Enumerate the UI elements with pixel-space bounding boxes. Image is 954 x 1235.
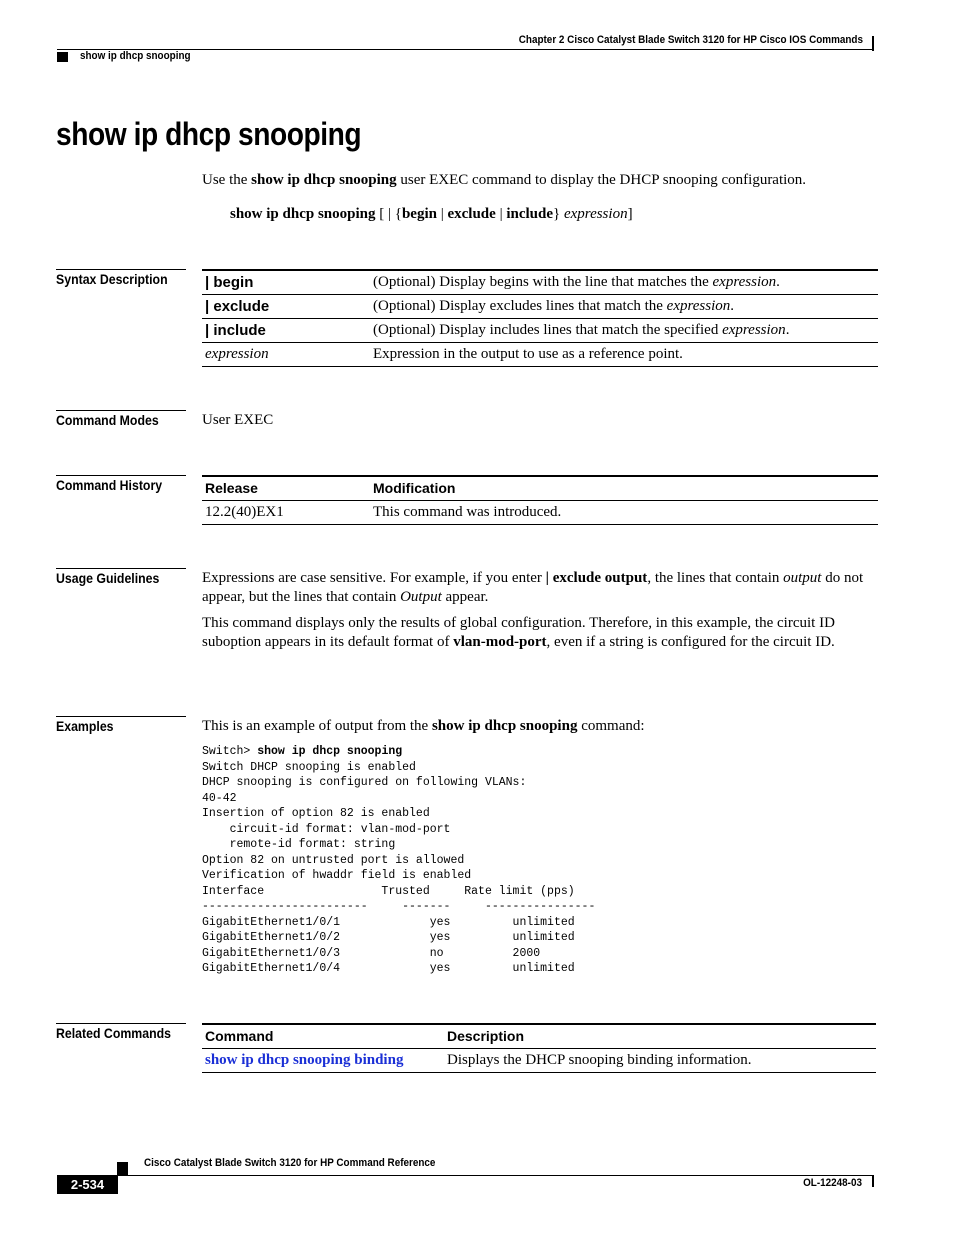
footer-title: Cisco Catalyst Blade Switch 3120 for HP Command Reference bbox=[144, 1157, 436, 1169]
table-row bbox=[202, 1049, 876, 1073]
footer-marker bbox=[117, 1162, 128, 1176]
header-marker bbox=[57, 52, 68, 62]
table-header-row bbox=[202, 1024, 876, 1049]
syntax-key: | exclude bbox=[205, 298, 270, 315]
section-usage-guidelines: Usage Guidelines bbox=[56, 568, 186, 586]
table-cell: This command was introduced. bbox=[370, 501, 878, 525]
examples-intro: This is an example of output from the show ip dhcp snooping command: bbox=[202, 718, 645, 734]
footer-bar bbox=[872, 1175, 874, 1187]
section-examples: Examples bbox=[56, 716, 186, 734]
example-code-block bbox=[202, 744, 595, 977]
column-header: Description bbox=[444, 1024, 876, 1049]
table-header-row bbox=[202, 476, 878, 501]
syntax-line: show ip dhcp snooping [ | {begin | exclude | include} expression] bbox=[230, 206, 633, 222]
related-table bbox=[202, 1023, 876, 1073]
section-related-commands: Related Commands bbox=[56, 1023, 186, 1041]
document-id: OL-12248-03 bbox=[803, 1177, 862, 1189]
column-header: Release bbox=[202, 476, 370, 501]
column-header: Command bbox=[202, 1024, 444, 1049]
syntax-key: | include bbox=[205, 322, 266, 339]
section-syntax-description: Syntax Description bbox=[56, 269, 186, 287]
section-command-history: Command History bbox=[56, 475, 186, 493]
footer-rule bbox=[57, 1175, 874, 1176]
table-row: | exclude (Optional) Display excludes lines that match the expression. bbox=[202, 295, 878, 319]
usage-paragraph-1: Expressions are case sensitive. For example, if you enter | exclude output, the lines that contain output do not appear, but the lines that contain Output appear. bbox=[202, 570, 864, 605]
syntax-table bbox=[202, 269, 878, 367]
column-header: Modification bbox=[370, 476, 878, 501]
section-command-modes: Command Modes bbox=[56, 410, 186, 428]
table-row: expression Expression in the output to use as a reference point. bbox=[202, 343, 878, 367]
header-command: show ip dhcp snooping bbox=[80, 50, 191, 62]
usage-paragraph-2: This command displays only the results of global configuration. Therefore, in this example, the circuit ID suboption appears in its default format of vlan-mod-port, even if a string is configured for the circuit ID. bbox=[202, 615, 835, 650]
page-title: show ip dhcp snooping bbox=[56, 116, 362, 152]
table-cell: 12.2(40)EX1 bbox=[202, 501, 370, 525]
table-row bbox=[202, 501, 878, 525]
syntax-key: expression bbox=[205, 346, 269, 362]
history-table bbox=[202, 475, 878, 525]
table-cell: Displays the DHCP snooping binding information. bbox=[444, 1049, 876, 1073]
syntax-key: | begin bbox=[205, 274, 254, 291]
command-modes-value: User EXEC bbox=[202, 412, 274, 428]
table-row: | include (Optional) Display includes lines that match the specified expression. bbox=[202, 319, 878, 343]
page-number: 2-534 bbox=[57, 1176, 118, 1194]
related-command-link[interactable]: show ip dhcp snooping binding bbox=[205, 1052, 404, 1068]
chapter-header: Chapter 2 Cisco Catalyst Blade Switch 3120 for HP Cisco IOS Commands bbox=[518, 34, 863, 46]
example-command-line: Switch> show ip dhcp snooping bbox=[202, 745, 403, 758]
intro-paragraph: Use the show ip dhcp snooping user EXEC command to display the DHCP snooping configuration. bbox=[202, 172, 807, 188]
table-row: | begin (Optional) Display begins with the line that matches the expression. bbox=[202, 270, 878, 295]
example-output: Switch DHCP snooping is enabled DHCP snooping is configured on following VLANs: 40-42 Insertion of option 82 is enabled circuit-id format: vlan-mod-port remote-id format: string Option 82 on untrusted port is allowed Verification of hwaddr field is enabled Interface Trusted Rate limit (pps) ------------------------ ------- ---------------- GigabitEthernet1/0/1 yes unlimited GigabitEthernet1/0/2 yes unlimited GigabitEthernet1/0/3 no 2000 GigabitEthernet1/0/4 yes unlimited bbox=[202, 760, 596, 975]
